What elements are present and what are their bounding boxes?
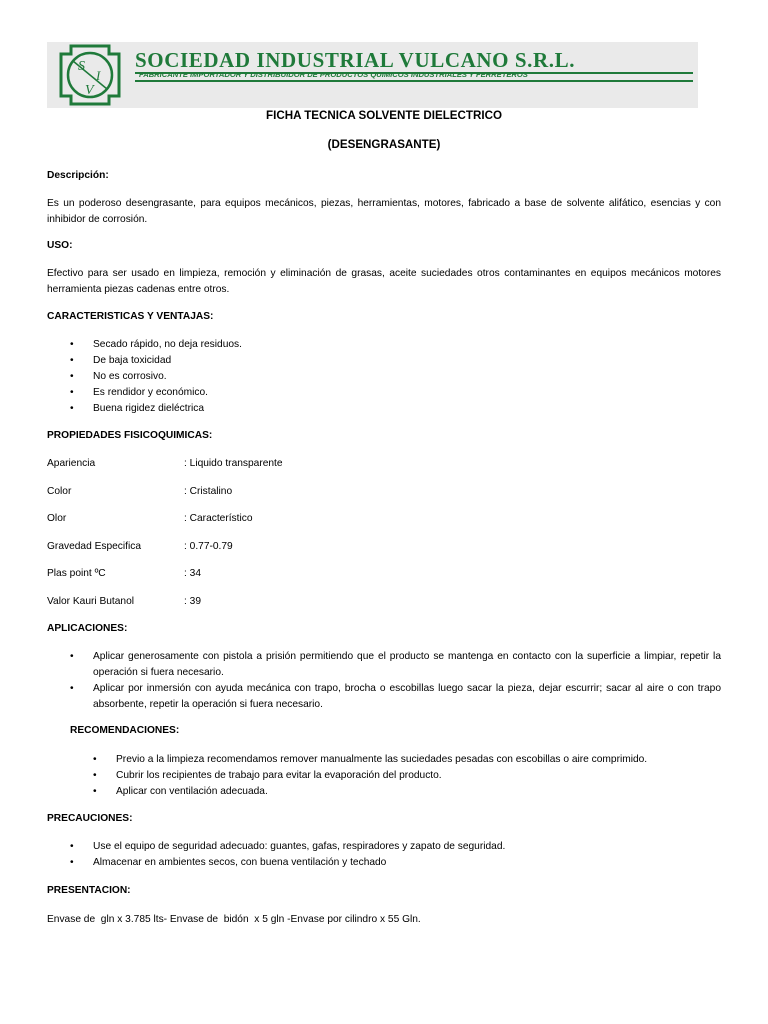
company-name: SOCIEDAD INDUSTRIAL VULCANO S.R.L.: [135, 48, 576, 72]
prop-label-gravedad: Gravedad Especifica: [47, 541, 142, 552]
prop-label-flash-point: Plas point ºC: [47, 568, 106, 579]
bullet-icon: •: [70, 387, 74, 398]
presentacion-text: Envase de gln x 3.785 lts- Envase de bidón x 5 gln -Envase por cilindro x 55 Gln.: [47, 914, 421, 925]
list-item: [93, 768, 647, 784]
document-title: FICHA TECNICA SOLVENTE DIELECTRICO: [266, 109, 502, 122]
recomendaciones-list: [93, 752, 647, 800]
propiedades-heading: PROPIEDADES FISICOQUIMICAS:: [47, 430, 213, 441]
list-item: [70, 353, 242, 369]
logo-letter-i: I: [96, 68, 101, 83]
list-item-text: No es corrosivo.: [93, 371, 167, 382]
prop-label-olor: Olor: [47, 513, 67, 524]
bullet-icon: •: [70, 403, 74, 414]
presentacion-heading: PRESENTACION:: [47, 885, 131, 896]
aplicaciones-item-1: Aplicar generosamente con pistola a prisión permitiendo que el producto se mantenga en contacto con la superficie a limpiar, repetir la operación si fuera necesario.: [93, 651, 721, 678]
recomendaciones-heading: RECOMENDACIONES:: [70, 725, 180, 736]
caracteristicas-heading: CARACTERISTICAS Y VENTAJAS:: [47, 311, 214, 322]
bullet-icon: •: [70, 355, 74, 366]
list-item: [70, 337, 242, 353]
company-subtitle: FABRICANTE IMPORTADOR Y DISTRIBUIDOR DE PRODUCTOS QUIMICOS INDUSTRIALES Y FERRETEROS: [139, 70, 528, 79]
document-subtitle: (DESENGRASANTE): [327, 138, 441, 151]
list-item: [93, 752, 647, 768]
list-item-text: Almacenar en ambientes secos, con buena ventilación y techado: [93, 857, 387, 868]
bullet-icon: •: [70, 339, 74, 350]
list-item: [70, 855, 505, 871]
list-item: [70, 401, 242, 417]
logo-letter-v: V: [85, 83, 94, 98]
bullet-icon: •: [70, 651, 74, 662]
prop-label-kauri: Valor Kauri Butanol: [47, 596, 135, 607]
uso-heading: USO:: [47, 240, 73, 251]
caracteristicas-list: [70, 337, 242, 417]
prop-value-kauri: : 39: [184, 596, 201, 607]
list-item-text: Es rendidor y económico.: [93, 387, 208, 398]
bullet-icon: •: [93, 786, 97, 797]
list-item-text: De baja toxicidad: [93, 355, 172, 366]
prop-value-color: : Cristalino: [184, 486, 233, 497]
descripcion-text: Es un poderoso desengrasante, para equipos mecánicos, piezas, herramientas, motores, fabricado a base de solvente alifático, esencias y con inhibidor de corrosión.: [47, 198, 721, 225]
prop-label-apariencia: Apariencia: [47, 458, 96, 469]
aplicaciones-heading: APLICACIONES:: [47, 623, 128, 634]
bullet-icon: •: [70, 857, 74, 868]
descripcion-heading: Descripción:: [47, 170, 109, 181]
bullet-icon: •: [93, 754, 97, 765]
list-item-text: Buena rigidez dieléctrica: [93, 403, 204, 414]
prop-value-apariencia: : Liquido transparente: [184, 458, 283, 469]
list-item: [93, 784, 647, 800]
header-rule-bottom: [135, 80, 693, 82]
prop-value-flash-point: : 34: [184, 568, 201, 579]
list-item-text: Cubrir los recipientes de trabajo para evitar la evaporación del producto.: [116, 770, 442, 781]
prop-value-gravedad: : 0.77-0.79: [184, 541, 233, 552]
bullet-icon: •: [70, 371, 74, 382]
prop-value-olor: : Característico: [184, 513, 253, 524]
precauciones-list: [70, 839, 505, 871]
list-item-text: Secado rápido, no deja residuos.: [93, 339, 242, 350]
prop-label-color: Color: [47, 486, 72, 497]
company-logo: [53, 44, 127, 106]
list-item: [70, 839, 505, 855]
bullet-icon: •: [93, 770, 97, 781]
aplicaciones-item-2: Aplicar por inmersión con ayuda mecánica con trapo, brocha o escobillas luego sacar la pieza, dejar escurrir; sacar al aire o con trapo absorbente, repetir la operación si fuera necesario.: [93, 683, 721, 710]
bullet-icon: •: [70, 683, 74, 694]
list-item: [70, 385, 242, 401]
list-item-text: Aplicar con ventilación adecuada.: [116, 786, 268, 797]
uso-text: Efectivo para ser usado en limpieza, remoción y eliminación de grasas, aceite suciedades otros contaminantes en equipos mecánicos motores herramienta piezas cadenas entre otros.: [47, 268, 721, 295]
precauciones-heading: PRECAUCIONES:: [47, 813, 133, 824]
list-item: [70, 369, 242, 385]
list-item-text: Previo a la limpieza recomendamos remover manualmente las suciedades pesadas con escobillas o aire comprimido.: [116, 754, 648, 765]
list-item-text: Use el equipo de seguridad adecuado: guantes, gafas, respiradores y zapato de seguridad.: [93, 841, 506, 852]
company-header-banner: [47, 42, 698, 108]
bullet-icon: •: [70, 841, 74, 852]
logo-letter-s: S: [78, 59, 85, 74]
